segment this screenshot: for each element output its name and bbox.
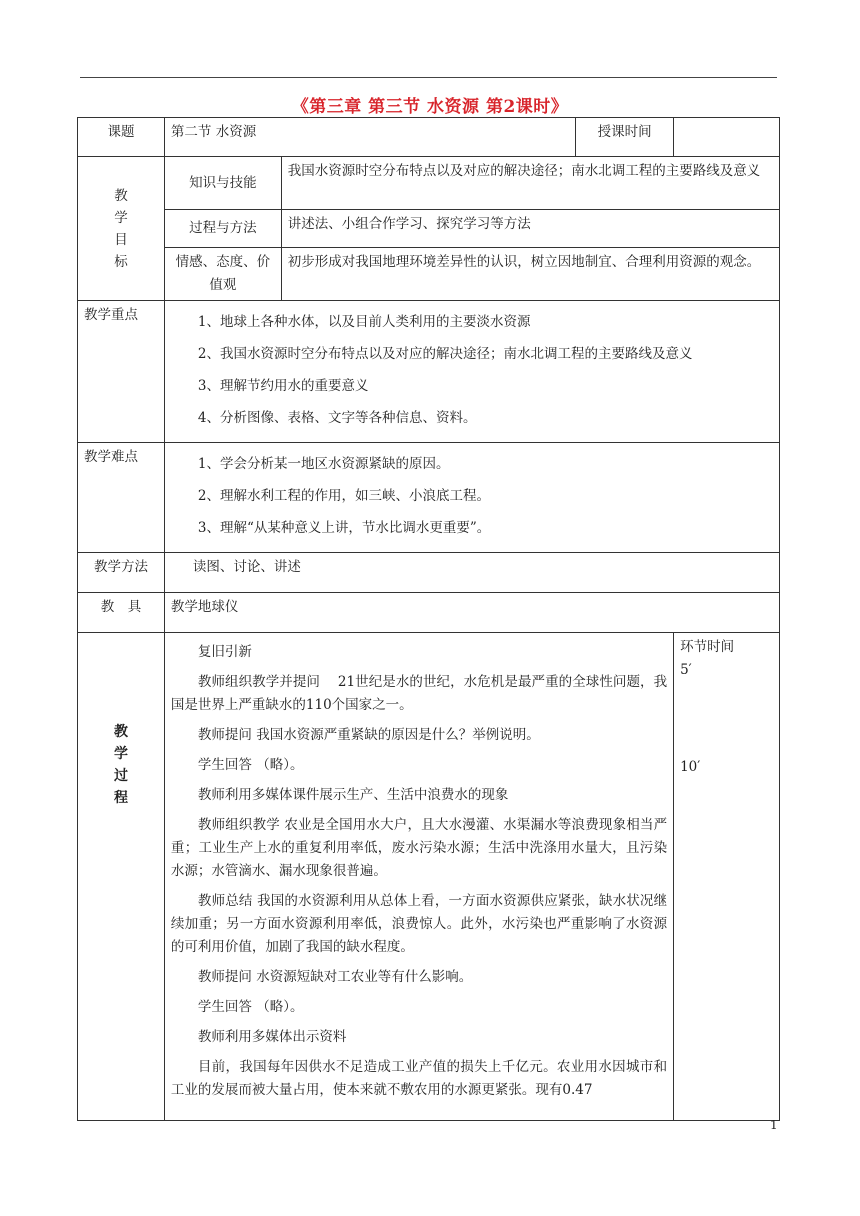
- process-paragraph: 教师组织教学并提问 21世纪是水的世纪，水危机是最严重的全球性问题，我国是世界上严重缺水的110个国家之一。: [170, 674, 668, 713]
- process-paragraph: 教师利用多媒体出示资料: [197, 1029, 347, 1045]
- method-value: 读图、讨论、讲述: [164, 553, 779, 593]
- top-rule: [80, 77, 777, 78]
- document-title: 《第三章 第三节 水资源 第2课时》: [291, 97, 569, 117]
- topic-label: 课题: [78, 118, 165, 157]
- page-number: 1: [770, 1118, 778, 1132]
- tools-label: 教 具: [78, 593, 165, 633]
- key-points-list: [164, 301, 779, 443]
- process-paragraph: 教师组织教学 农业是全国用水大户，且大水漫灌、水渠漏水等浪费现象相当严重；工业生产上水的重复利用率低，废水污染水源；生活中洗涤用水量大，且污染水源；水管滴水、漏水现象很普遍。: [170, 817, 668, 879]
- process-paragraph: 教师提问 水资源短缺对工农业等有什么影响。: [197, 969, 473, 985]
- time-label: 授课时间: [576, 118, 674, 157]
- process-paragraph: 学生回答 （略）。: [197, 999, 304, 1015]
- time-value-1: 5′: [680, 662, 692, 678]
- list-item: 2、我国水资源时空分布特点以及对应的解决途径；南水北调工程的主要路线及意义: [197, 346, 693, 362]
- goal-label-attitude: 情感、态度、价值观: [164, 248, 281, 301]
- tools-value: 教学地球仪: [164, 593, 779, 633]
- process-paragraph: 教师利用多媒体课件展示生产、生活中浪费水的现象: [197, 787, 509, 803]
- time-value-2: 10′: [680, 759, 701, 775]
- list-item: 3、理解“从某种意义上讲，节水比调水更重要”。: [197, 520, 491, 536]
- method-label: 教学方法: [78, 553, 165, 593]
- time-header: 环节时间: [680, 639, 735, 655]
- process-paragraph: 教师总结 我国的水资源利用从总体上看，一方面水资源供应紧张，缺水状况继续加重；另一方面水资源利用率低，浪费惊人。此外，水污染也严重影响了水资源的可利用价值，加剧了我国的缺水程度。: [170, 893, 668, 955]
- list-item: 4、分析图像、表格、文字等各种信息、资料。: [197, 410, 477, 426]
- goal-text-knowledge: 我国水资源时空分布特点以及对应的解决途径；南水北调工程的主要路线及意义: [281, 157, 779, 210]
- difficulties-label: 教学难点: [78, 443, 165, 553]
- time-value: [674, 118, 780, 157]
- list-item: 1、地球上各种水体，以及目前人类利用的主要淡水资源: [197, 314, 531, 330]
- process-time-column: [674, 633, 780, 1121]
- process-paragraph: 目前，我国每年因供水不足造成工业产值的损失上千亿元。农业用水因城市和工业的发展而被大量占用，使本来就不敷农用的水源更紧张。现有0.47: [170, 1059, 668, 1098]
- process-content: [164, 633, 673, 1121]
- process-paragraph: 学生回答 （略）。: [197, 757, 304, 773]
- process-label: 教 学 过 程: [78, 633, 165, 1121]
- goal-text-process: 讲述法、小组合作学习、探究学习等方法: [281, 210, 779, 248]
- process-paragraph: 教师提问 我国水资源严重紧缺的原因是什么？举例说明。: [197, 727, 540, 743]
- topic-value: 第二节 水资源: [164, 118, 575, 157]
- list-item: 3、理解节约用水的重要意义: [197, 378, 369, 394]
- lesson-plan-table: [77, 117, 780, 1121]
- goals-label: 教 学 目 标: [78, 157, 165, 301]
- key-points-label: 教学重点: [78, 301, 165, 443]
- difficulties-list: [164, 443, 779, 553]
- goal-label-process: 过程与方法: [164, 210, 281, 248]
- process-paragraph: 复旧引新: [197, 644, 252, 660]
- goal-label-knowledge: 知识与技能: [164, 157, 281, 210]
- list-item: 2、理解水利工程的作用，如三峡、小浪底工程。: [197, 488, 490, 504]
- goal-text-attitude: 初步形成对我国地理环境差异性的认识，树立因地制宜、合理利用资源的观念。: [281, 248, 779, 301]
- list-item: 1、学会分析某一地区水资源紧缺的原因。: [197, 456, 450, 472]
